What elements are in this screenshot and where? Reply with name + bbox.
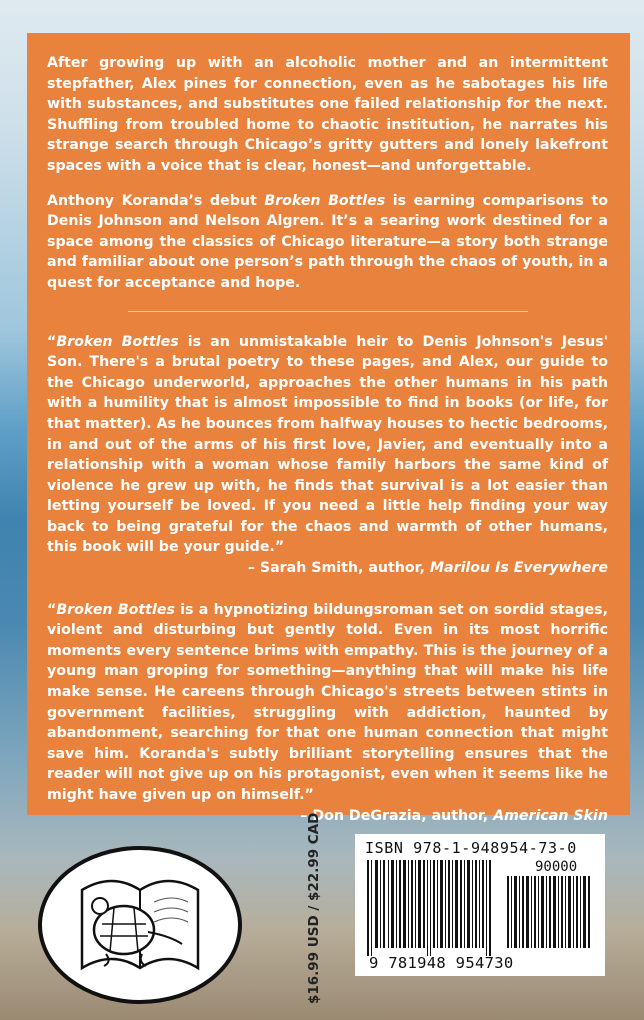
isbn-barcode: [355, 834, 605, 976]
book-title-inline: Broken Bottles: [264, 192, 386, 209]
section-divider: [128, 311, 528, 312]
review-attribution-2: – Don DeGrazia, author, American Skin: [300, 807, 608, 824]
blurb-paragraph-1: After growing up with an alcoholic mother and an intermittent stepfather, Alex pines for connection, even as he sabotages his life with substances, and substitutes one failed relationship for the next. Shuffling from troubled home to chaotic institution, he narrates his strange search through Chicago’s gritty gutters and lonely lakefront spaces with a voice that is clear, honest—and unforgettable.: [47, 55, 608, 174]
back-cover-text-panel: [27, 33, 630, 824]
isbn-label: ISBN 978-1-948954-73-0: [365, 839, 577, 857]
review-attribution-1: – Sarah Smith, author, Marilou Is Everywhere: [247, 560, 608, 577]
barcode-number: 9 781948 954730: [369, 954, 514, 972]
tortoise-books-logo-icon: [42, 850, 238, 1000]
review-quote-2: “Broken Bottles is a hypnotizing bildungsroman set on sordid stages, violent and disturbing but gently told. Even in its most horrific moments every sentence brims with empathy. This is the journey of a young man groping for something—anything that will make his life make sense. He careens through Chicago's streets between stints in government facilities, struggling with addiction, haunted by abandonment, searching for that one human connection that might save him. Koranda's subtly brilliant storytelling ensures that the reader will not give up on his protagonist, even when it seems like he might have given up on himself.”: [47, 601, 608, 803]
blurb-paragraph-2: Anthony Koranda’s debut Broken Bottles is earning comparisons to Denis Johnson and Nelson Algren. It’s a searing work destined for a space among the classics of Chicago literature—a story both strange and familiar about one person’s path through the chaos of youth, in a quest for acceptance and hope.: [47, 192, 608, 291]
barcode-addon-code: 90000: [535, 859, 578, 875]
price-text: $16.99 USD / $22.99 CAD: [306, 812, 322, 1004]
review-quote-1: “Broken Bottles is an unmistakable heir to Denis Johnson's Jesus' Son. There's a brutal poetry to these pages, and Alex, our guide to the Chicago underworld, approaches the other humans in his path with a humility that is almost impossible to find in books (or life, for that matter). As he bounces from halfway houses to hectic bedrooms, in and out of the arms of his first love, Javier, and eventually into a relationship with a woman whose family harbors the same kind of violence he grew up with, he finds that survival is a lot easier than letting yourself be loved. If you need a little help finding your way back to being grateful for the chaos and warmth of other humans, this book will be your guide.”: [47, 333, 608, 556]
publisher-logo: [38, 846, 242, 1004]
